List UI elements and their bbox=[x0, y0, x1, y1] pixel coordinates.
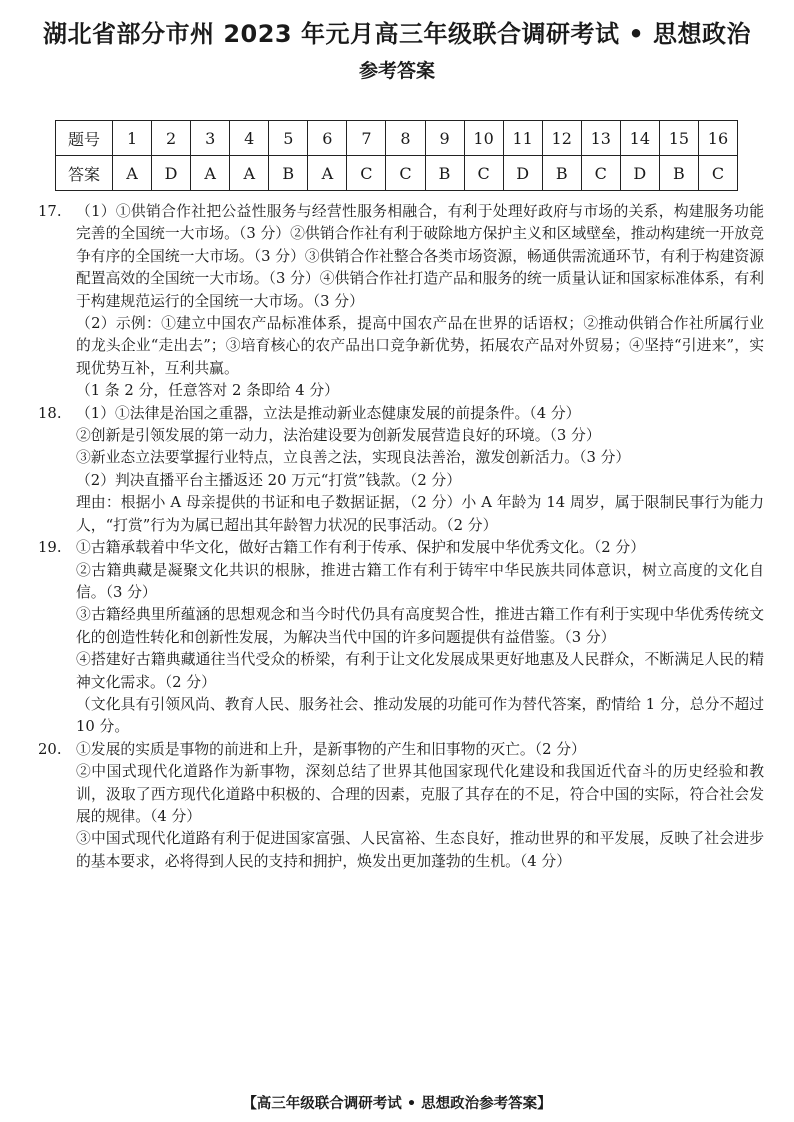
answer-table-number-row bbox=[56, 121, 738, 156]
question-number: 20. bbox=[38, 740, 62, 758]
answer-cell: D bbox=[152, 156, 191, 191]
question-number-cell: 12 bbox=[542, 121, 581, 156]
question-number-cell: 5 bbox=[269, 121, 308, 156]
answer-cell: A bbox=[230, 156, 269, 191]
answer-paragraph: （2）示例：①建立中国农产品标准体系，提高中国农产品在世界的话语权；②推动供销合作社所属行业的龙头企业“走出去”；③培育核心的农产品出口竞争新优势，拓展农产品对外贸易；④坚持“引进来”，实现优势互补，互利共赢。 bbox=[76, 315, 764, 377]
question-number: 18. bbox=[38, 404, 62, 422]
question-number-cell: 2 bbox=[152, 121, 191, 156]
page-subtitle: 参考答案 bbox=[358, 60, 435, 82]
answer-cell: B bbox=[269, 156, 308, 191]
answer-paragraph: （文化具有引领风尚、教育人民、服务社会、推动发展的功能可作为替代答案，酌情给 1 分，总分不超过 10 分。 bbox=[76, 695, 764, 736]
answer-paragraph: ②古籍典藏是凝聚文化共识的根脉，推进古籍工作有利于铸牢中华民族共同体意识，树立高度的文化自信。（3 分） bbox=[76, 561, 764, 601]
row-label-answer: 答案 bbox=[56, 156, 113, 191]
answer-paragraph: ②创新是引领发展的第一动力，法治建设要为创新发展营造良好的环境。（3 分） bbox=[76, 427, 601, 445]
answer-explanations bbox=[38, 201, 764, 873]
answer-paragraph: （1）①法律是治国之重器，立法是推动新业态健康发展的前提条件。（4 分） bbox=[76, 404, 581, 422]
answer-paragraph: ④搭建好古籍典藏通往当代受众的桥梁，有利于让文化发展成果更好地惠及人民群众，不断满足人民的精神文化需求。（2 分） bbox=[76, 651, 764, 691]
question-block bbox=[38, 739, 764, 873]
answer-cell: A bbox=[113, 156, 152, 191]
answer-cell: B bbox=[659, 156, 698, 191]
answer-paragraph: ②中国式现代化道路作为新事物，深刻总结了世界其他国家现代化建设和我国近代奋斗的历史经验和教训，汲取了西方现代化道路中积极的、合理的因素，克服了其存在的不足，符合中国的实际，符合社会发展的规律。（4 分） bbox=[76, 763, 764, 825]
answer-cell: B bbox=[542, 156, 581, 191]
answer-cell: C bbox=[464, 156, 503, 191]
question-number: 17. bbox=[38, 203, 62, 220]
question-number-cell: 14 bbox=[620, 121, 659, 156]
question-number-cell: 13 bbox=[581, 121, 620, 156]
answer-paragraph: ③新业态立法要掌握行业特点，立良善之法，实现良法善治，激发创新活力。（3 分） bbox=[76, 449, 631, 467]
answer-cell: D bbox=[620, 156, 659, 191]
answer-paragraph: （2）判决直播平台主播返还 20 万元“打赏”钱款。（2 分） bbox=[76, 471, 462, 489]
answer-table-answer-row bbox=[56, 156, 738, 191]
page-footer: 【高三年级联合调研考试 • 思想政治参考答案】 bbox=[242, 1096, 552, 1112]
question-number-cell: 15 bbox=[659, 121, 698, 156]
question-number: 19. bbox=[38, 539, 62, 557]
question-number-cell: 9 bbox=[425, 121, 464, 156]
question-block bbox=[38, 201, 764, 403]
question-block bbox=[38, 537, 764, 739]
answer-cell: A bbox=[308, 156, 347, 191]
answer-paragraph: ①古籍承载着中华文化，做好古籍工作有利于传承、保护和发展中华优秀文化。（2 分） bbox=[76, 539, 646, 557]
answer-cell: B bbox=[425, 156, 464, 191]
question-block bbox=[38, 403, 764, 537]
question-number-cell: 16 bbox=[698, 121, 737, 156]
question-number-cell: 1 bbox=[113, 121, 152, 156]
question-number-cell: 10 bbox=[464, 121, 503, 156]
answer-cell: D bbox=[503, 156, 542, 191]
answer-cell: C bbox=[386, 156, 425, 191]
question-number-cell: 3 bbox=[191, 121, 230, 156]
answer-cell: C bbox=[347, 156, 386, 191]
answer-table bbox=[55, 120, 738, 191]
answer-paragraph: ③中国式现代化道路有利于促进国家富强、人民富裕、生态良好，推动世界的和平发展，反映了社会进步的基本要求，必将得到人民的支持和拥护，焕发出更加蓬勃的生机。（4 分） bbox=[76, 830, 764, 870]
answer-cell: C bbox=[581, 156, 620, 191]
question-number-cell: 8 bbox=[386, 121, 425, 156]
answer-paragraph: 理由：根据小 A 母亲提供的书证和电子数据证据，（2 分）小 A 年龄为 14 周岁，属于限制民事行为能力人，“打赏”行为为属已超出其年龄智力状况的民事活动。（2 分） bbox=[76, 494, 764, 534]
answer-paragraph: （1）①供销合作社把公益性服务与经营性服务相融合，有利于处理好政府与市场的关系，构建服务功能完善的全国统一大市场。（3 分）②供销合作社有利于破除地方保护主义和区域壁垒，推动构建统一开放竞争有序的全国统一大市场。（3 分）③供销合作社整合各类市场资源，畅通供需流通环节，有利于构建资源配置高效的全国统一大市场。（3 分）④供销合作社打造产品和服务的统一质量认证和国家标准体系，有利于构建规范运行的全国统一大市场。（3 分） bbox=[76, 203, 764, 310]
question-number-cell: 4 bbox=[230, 121, 269, 156]
answer-paragraph: （1 条 2 分，任意答对 2 条即给 4 分） bbox=[76, 382, 339, 400]
question-number-cell: 11 bbox=[503, 121, 542, 156]
answer-cell: C bbox=[698, 156, 737, 191]
question-number-cell: 7 bbox=[347, 121, 386, 156]
question-number-cell: 6 bbox=[308, 121, 347, 156]
answer-cell: A bbox=[191, 156, 230, 191]
answer-paragraph: ③古籍经典里所蕴涵的思想观念和当今时代仍具有高度契合性，推进古籍工作有利于实现中华优秀传统文化的创造性转化和创新性发展，为解决当代中国的许多问题提供有益借鉴。（3 分） bbox=[76, 606, 764, 646]
answer-paragraph: ①发展的实质是事物的前进和上升，是新事物的产生和旧事物的灭亡。（2 分） bbox=[76, 740, 586, 758]
page-title: 湖北省部分市州 2023 年元月高三年级联合调研考试 • 思想政治 bbox=[42, 20, 752, 48]
row-label-number: 题号 bbox=[56, 121, 113, 156]
